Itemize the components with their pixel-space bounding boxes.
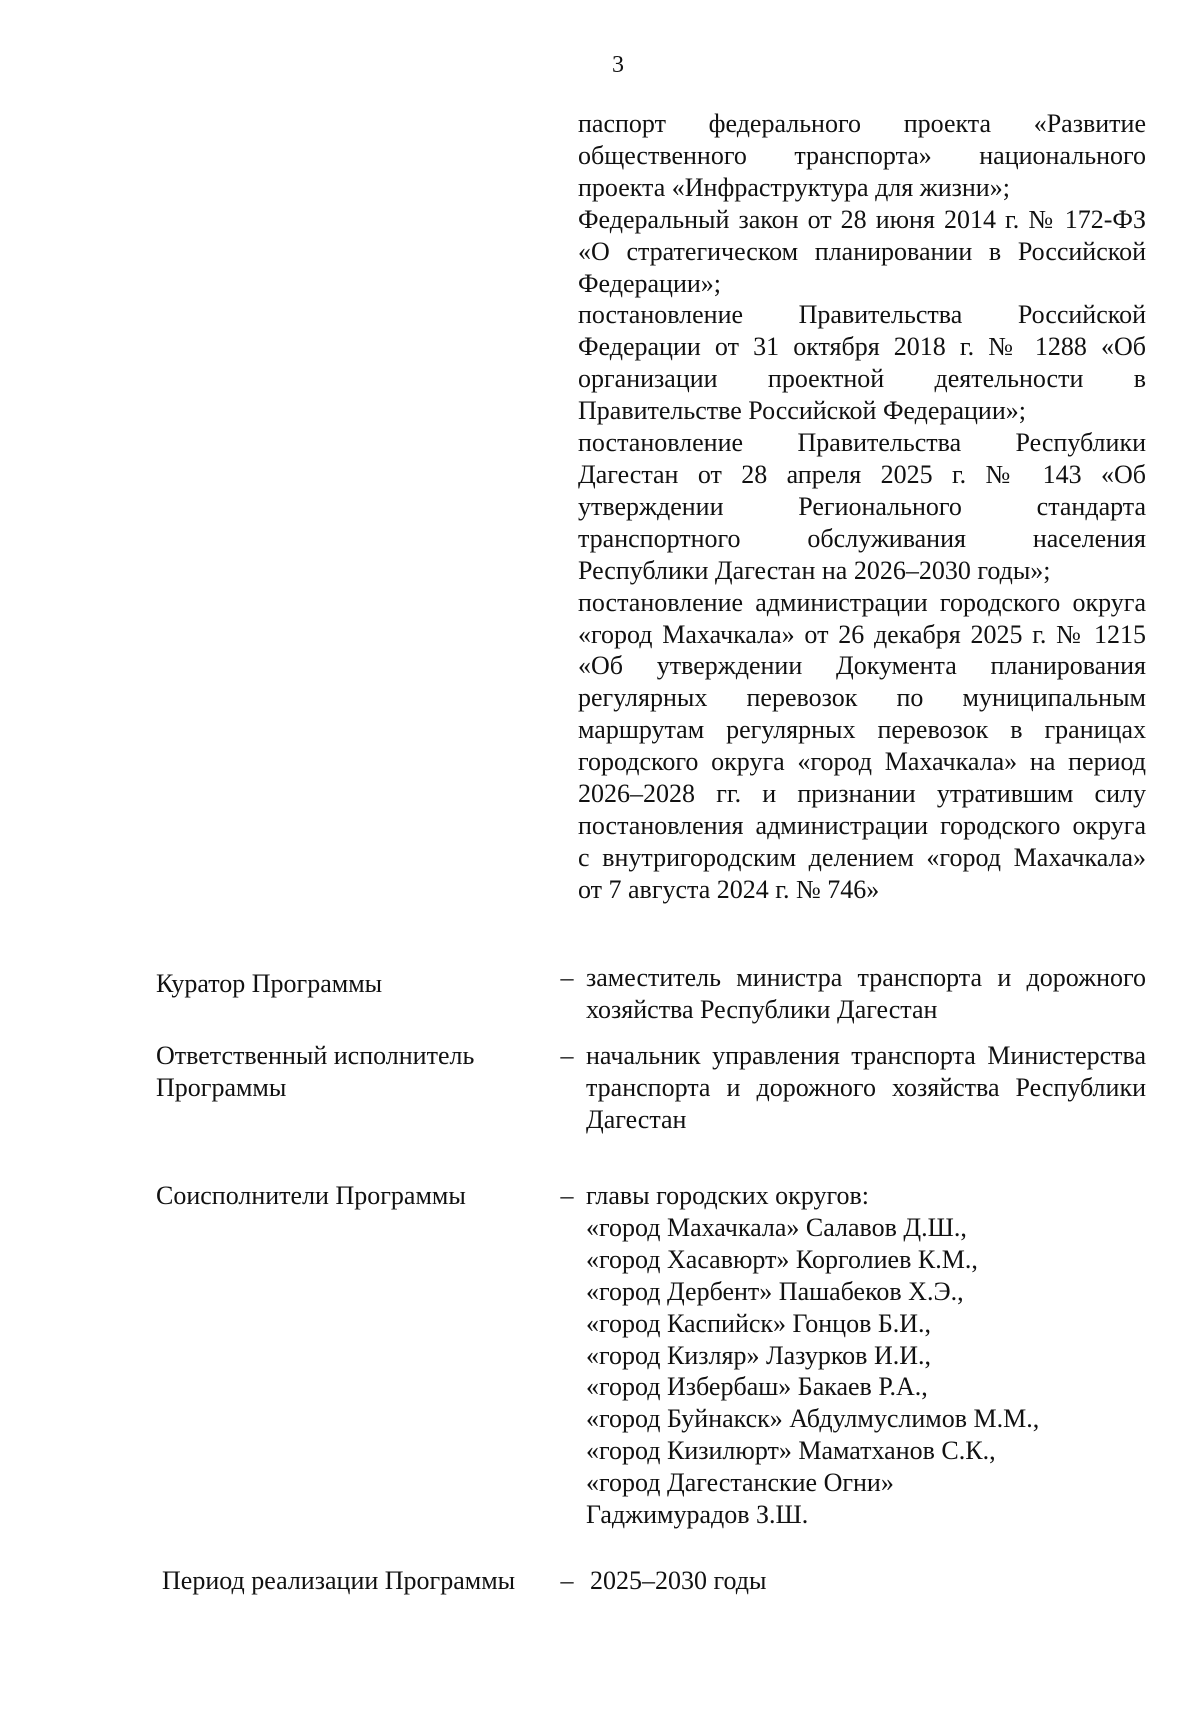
coexecutor-line: «город Дагестанские Огни» (586, 1468, 894, 1498)
coexecutor-line: главы городских округов: (586, 1181, 869, 1210)
coexecutors-label: Соисполнители Программы (156, 1181, 466, 1210)
coexecutor-line: «город Хасавюрт» Корголиев К.М., (586, 1244, 978, 1274)
basis-item: постановление администрации городского округа «город Махачкала» от 26 декабря 2025 г. № 1215 «Об утверждении Документа планирования регулярных перевозок по муниципальным маршрутам регулярных перевозок в границах городского округа «город Махачкала» на период 2026–2028 гг. и признании утратившим силу постановления администрации городского округа с внутригородским делением «город Махачкала» от 7 августа 2024 г. № 746» (578, 587, 1146, 904)
page-number: 3 (612, 52, 624, 78)
period-label: Период реализации Программы (162, 1566, 516, 1595)
curator-value: заместитель министра транспорта и дорожного хозяйства Республики Дагестан (586, 963, 1146, 1024)
coexecutor-line: «город Дербент» Пашабеков Х.Э., (586, 1276, 964, 1306)
basis-item: Федеральный закон от 28 июня 2014 г. № 172-ФЗ «О стратегическом планировании в Российской Федерации»; (578, 204, 1146, 298)
coexecutors-value (586, 1180, 1146, 1531)
basis-item: паспорт федерального проекта «Развитие общественного транспорта» национального проекта «Инфраструктура для жизни»; (578, 109, 1146, 202)
coexecutor-line: «город Буйнакск» Абдулмуслимов М.М., (586, 1404, 1040, 1434)
responsible-label-line: Ответственный исполнитель (156, 1041, 475, 1070)
period-value: 2025–2030 годы (590, 1566, 767, 1595)
dash-separator: – (560, 1181, 574, 1210)
responsible-label (156, 1040, 536, 1104)
basis-item: постановление Правительства Российской Федерации от 31 октября 2018 г. № 1288 «Об организации проектной деятельности в Правительстве Российской Федерации»; (578, 300, 1146, 426)
curator-label: Куратор Программы (156, 969, 383, 998)
basis-item: постановление Правительства Республики Дагестан от 28 апреля 2025 г. № 143 «Об утверждении Регионального стандарта транспортного обслуживания населения Республики Дагестан на 2026–2030 годы»; (578, 428, 1146, 585)
coexecutor-line: «город Махачкала» Салавов Д.Ш., (586, 1212, 967, 1242)
coexecutor-line: «город Кизилюрт» Маматханов С.К., (586, 1436, 996, 1466)
coexecutor-line: «город Каспийск» Гонцов Б.И., (586, 1308, 932, 1338)
responsible-label-line: Программы (156, 1073, 287, 1102)
coexecutor-line: «город Избербаш» Бакаев Р.А., (586, 1372, 928, 1402)
coexecutor-line: Гаджимурадов З.Ш. (586, 1500, 809, 1530)
legal-basis-list (578, 108, 1146, 906)
dash-separator: – (560, 963, 574, 992)
coexecutor-line: «город Кизляр» Лазурков И.И., (586, 1340, 931, 1370)
responsible-value: начальник управления транспорта Министерства транспорта и дорожного хозяйства Республики Дагестан (586, 1041, 1146, 1134)
dash-separator: – (560, 1566, 574, 1595)
dash-separator: – (560, 1041, 574, 1070)
